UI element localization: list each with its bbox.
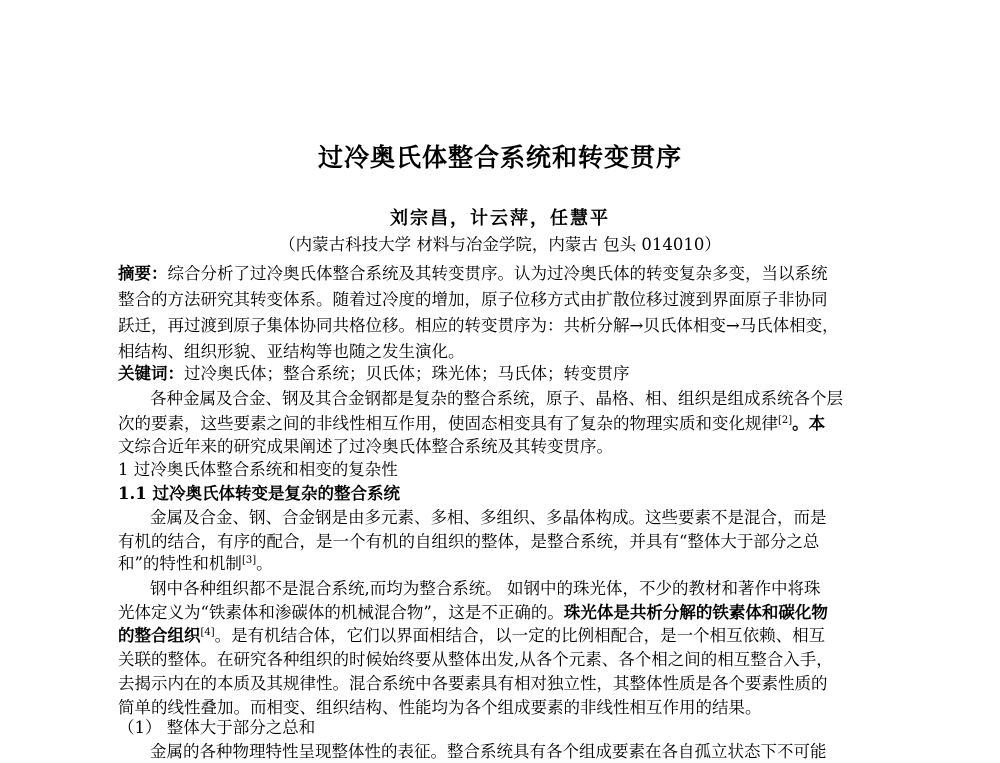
intro-text: 次的要素，这些要素之间的非线性相互作用，使固态相变具有了复杂的物理实质和变化规律 — [118, 414, 778, 433]
para2-text-2: 。是有机结合体，它们以界面相结合，以一定的比例相配合，是一个相互依赖、相互 — [214, 626, 826, 645]
abstract-line-4: 相结构、组织形貌、亚结构等也随之发生演化。 — [118, 342, 465, 361]
abstract-line-3: 跃迁，再过渡到原子集体协同共格位移。相应的转变贯序为：共析分解→贝氏体相变→马氏体相变， — [118, 316, 839, 335]
abstract-text: 综合分析了过冷奥氏体整合系统及其转变贯序。认为过冷奥氏体的转变复杂多变，当以系统 — [167, 264, 828, 283]
para3-line-1: 金属的各种物理特性呈现整体性的表征。整合系统具有各个组成要素在各自孤立状态下不可能 — [150, 742, 827, 761]
para2-line-1: 钢中各种组织都不是混合系统,而均为整合系统。 如钢中的珠光体，不少的教材和著作中将珠 — [150, 579, 821, 598]
affiliation: （内蒙古科技大学 材料与冶金学院，内蒙古 包头 014010） — [279, 235, 721, 254]
abstract-line-2: 整合的方法研究其转变体系。随着过冷度的增加，原子位移方式由扩散位移过渡到界面原子非协同 — [118, 290, 828, 309]
citation-4: [4] — [200, 627, 215, 638]
paper-title: 过冷奥氏体整合系统和转变贯序 — [317, 143, 682, 172]
section-heading-1: 1 过冷奥氏体整合系统和相变的复杂性 — [118, 460, 398, 479]
para2-line-5: 去揭示内在的本质及其规律性。混合系统中各要素具有相对独立性，其整体性质是各个要素性质的 — [118, 674, 828, 693]
para2-emphasis: 珠光体是共析分解的铁素体和碳化物 — [563, 603, 828, 622]
intro-line-1: 各种金属及合金、钢及其合金钢都是复杂的整合系统，原子、晶格、相、组织是组成系统各个层 — [150, 389, 843, 408]
para2-emphasis-2: 的整合组织 — [118, 626, 201, 645]
citation-3: [3] — [241, 555, 257, 566]
intro-line-2 — [118, 413, 825, 435]
author-list: 刘宗昌，计云萍，任慧平 — [390, 208, 610, 229]
abstract-line-1 — [118, 263, 828, 285]
keywords-label: 关键词： — [118, 364, 184, 383]
citation-2: [2] — [778, 415, 793, 426]
para2-line-4: 关联的整体。在研究各种组织的时候始终要从整体出发,从各个元素、各个相之间的相互整合入手， — [118, 650, 833, 669]
intro-text-end: 。本 — [792, 414, 826, 433]
para1-text-end: 。 — [256, 554, 273, 573]
para1-text: 和”的特性和机制 — [118, 554, 242, 573]
para2-line-3 — [118, 625, 825, 647]
subsection-heading: （1） 整体大于部分之总和 — [118, 718, 316, 737]
abstract-label: 摘要： — [118, 264, 168, 283]
para1-line-2: 有机的结合，有序的配合，是一个有机的自组织的整体，是整合系统，并具有“整体大于部分之总 — [118, 532, 820, 551]
para2-line-2 — [118, 602, 828, 624]
keywords-line — [118, 363, 630, 385]
section-heading-1-1: 1.1 过冷奥氏体转变是复杂的整合系统 — [118, 484, 400, 503]
intro-line-3: 文综合近年来的研究成果阐述了过冷奥氏体整合系统及其转变贯序。 — [118, 437, 613, 456]
para2-line-6: 简单的线性叠加。而相变、组织结构、性能均为各个组成要素的非线性相互作用的结果。 — [118, 698, 762, 717]
keywords-text: 过冷奥氏体；整合系统；贝氏体；珠光体；马氏体；转变贯序 — [184, 364, 630, 383]
para1-line-3 — [118, 553, 273, 575]
para2-text: 光体定义为“铁素体和渗碳体的机械混合物”，这是不正确的。 — [118, 603, 564, 622]
para1-line-1: 金属及合金、钢、合金钢是由多元素、多相、多组织、多晶体构成。这些要素不是混合，而是 — [150, 508, 827, 527]
